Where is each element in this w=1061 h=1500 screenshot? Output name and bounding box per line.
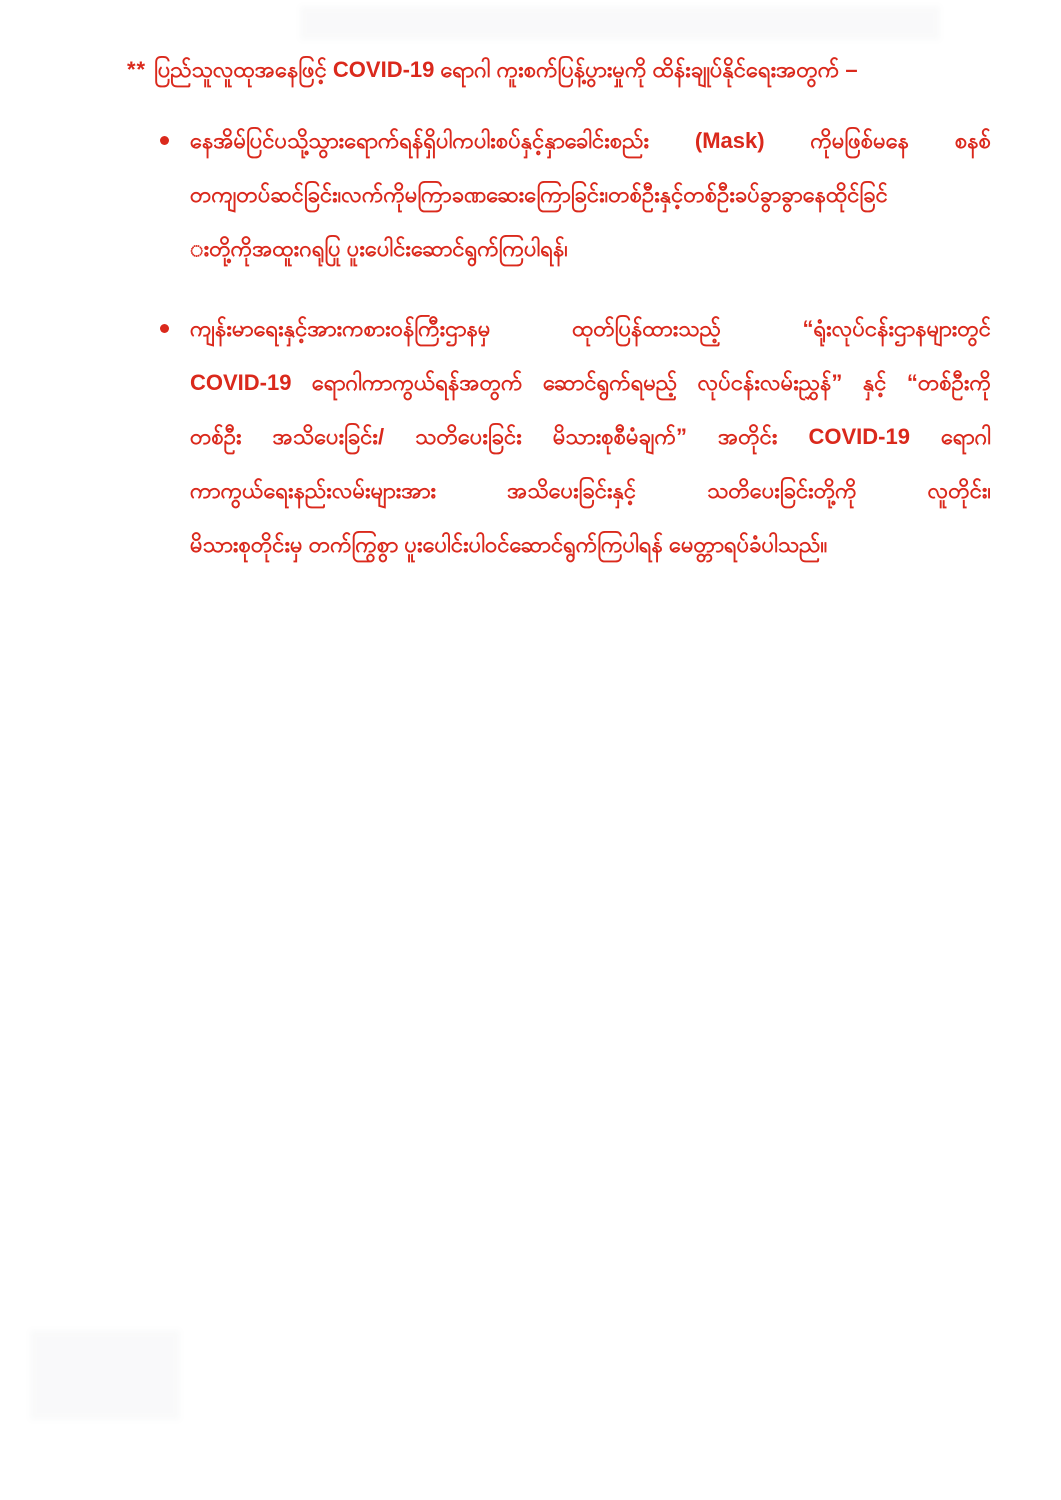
bullet-dot-icon: [160, 324, 169, 333]
bullet-line: ◌းတို့ကိုအထူးဂရုပြု ပူးပေါင်းဆောင်ရွက်ကြပါရန်၊: [190, 236, 568, 261]
bullet-line: တစ်ဦး အသိပေးခြင်း/ သတိပေးခြင်း မိသားစုစီမံချက်” အတိုင်း COVID-19 ရောဂါ: [190, 424, 991, 449]
bullet-list: [0, 114, 1061, 572]
document-heading: [127, 52, 991, 88]
bullet-line: ကျန်းမာရေးနှင့်အားကစားဝန်ကြီးဌာနမှ ထုတ်ပြန်ထားသည့် “ရုံးလုပ်ငန်းဌာနများတွင်: [190, 316, 991, 341]
scan-artifact: [30, 1330, 180, 1420]
bullet-line: မိသားစုတိုင်းမှ တက်ကြွစွာ ပူးပေါင်းပါဝင်ဆောင်ရွက်ကြပါရန် မေတ္တာရပ်ခံပါသည်။: [190, 532, 828, 557]
bullet-item-1: [190, 114, 991, 276]
bullet-line: တကျတပ်ဆင်ခြင်း၊လက်ကိုမကြာခဏဆေးကြောခြင်း၊တစ်ဦးနှင့်တစ်ဦးခပ်ခွာခွာနေထိုင်ခြင်: [190, 182, 888, 207]
bullet-line: နေအိမ်ပြင်ပသို့သွားရောက်ရန်ရှိပါကပါးစပ်နှင့်နှာခေါင်းစည်း (Mask) ကိုမဖြစ်မနေ စနစ်: [190, 128, 991, 153]
document-content: [0, 0, 1061, 572]
bullet-line: COVID-19 ရောဂါကာကွယ်ရန်အတွက် ဆောင်ရွက်ရမည့် လုပ်ငန်းလမ်းညွှန်” နှင့် “တစ်ဦးကို: [190, 370, 991, 395]
heading-marker: **: [127, 57, 147, 82]
bullet-item-2: [190, 302, 991, 572]
bullet-dot-icon: [160, 136, 169, 145]
heading-text: ပြည်သူလူထုအနေဖြင့် COVID-19 ရောဂါ ကူးစက်ပြန့်ပွားမှုကို ထိန်းချုပ်နိုင်ရေးအတွက် –: [154, 57, 858, 82]
bullet-line: ကာကွယ်ရေးနည်းလမ်းများအား အသိပေးခြင်းနှင့် သတိပေးခြင်းတို့ကို လူတိုင်း၊: [190, 478, 991, 503]
